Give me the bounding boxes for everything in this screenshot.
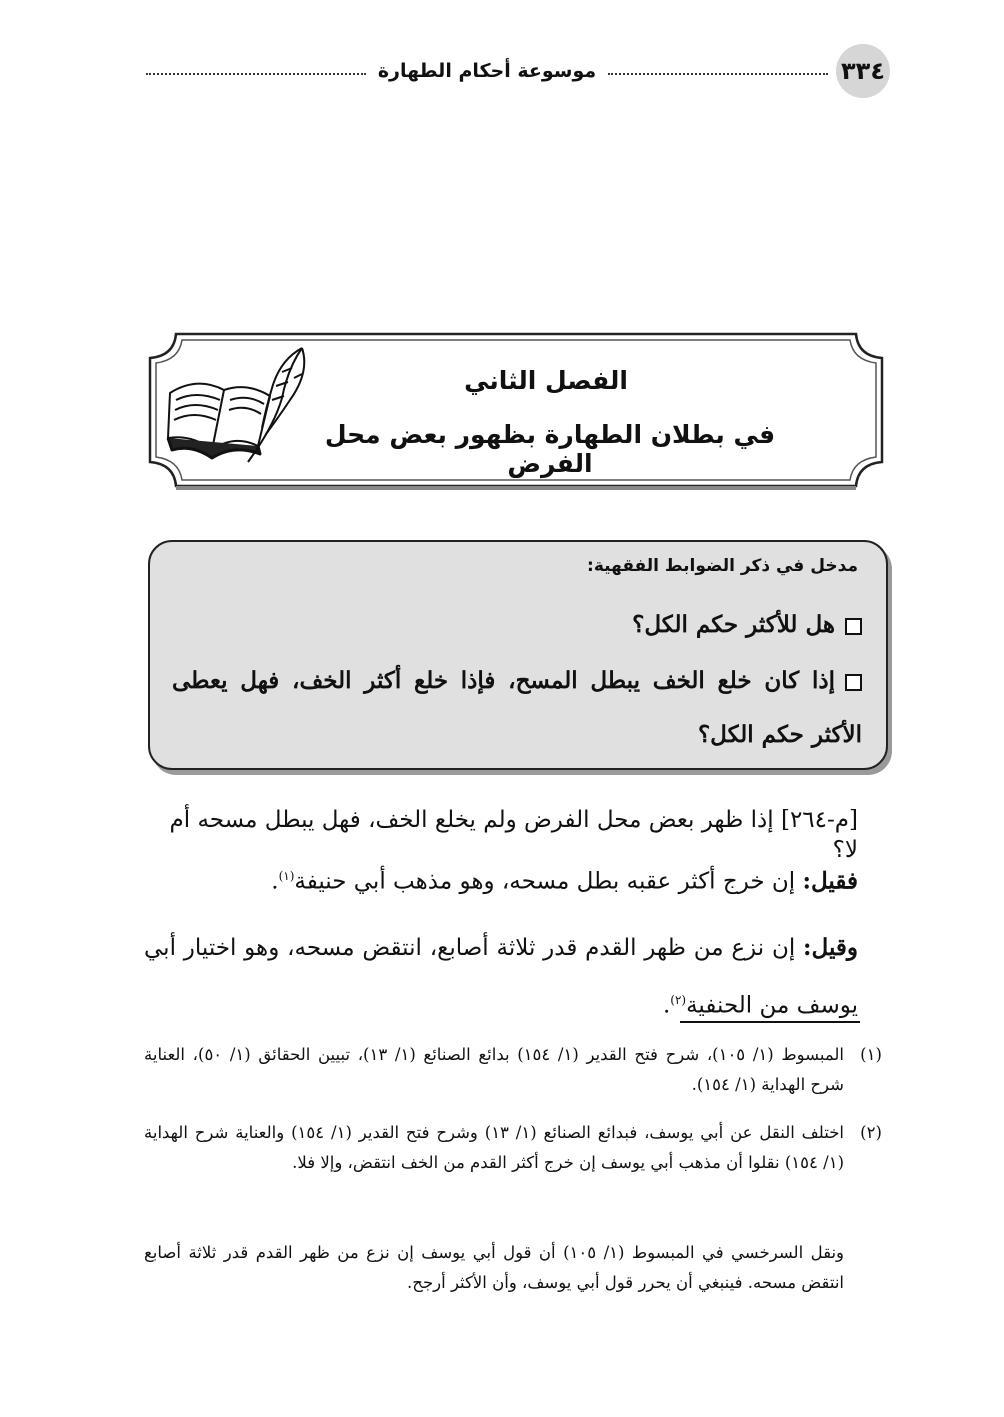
book-title: موسوعة أحكام الطهارة (377, 60, 597, 82)
rule-item (172, 598, 862, 652)
footnote-continuation (144, 1238, 844, 1298)
rule-text: إذا كان خلع الخف يبطل المسح، فإذا خلع أكثر الخف، فهل يعطى الأكثر حكم الكل؟ (172, 667, 862, 748)
opinion-label: وقيل: (803, 934, 858, 961)
footnote-ref[interactable]: (١) (278, 869, 295, 883)
header-dots-left (146, 73, 366, 75)
chapter-title: في بطلان الطهارة بظهور بعض محل الفرض (324, 420, 776, 478)
header-dots-right (608, 73, 828, 75)
chapter-label: الفصل الثاني (464, 366, 628, 395)
opinion-paragraph: فقيل: إن خرج أكثر عقبه بطل مسحه، وهو مذهب أبي حنيفة$^{(١)}$. (271, 867, 858, 895)
page-number: ٣٣٤ (836, 44, 890, 98)
checkbox-icon (845, 618, 862, 635)
rule-text: هل للأكثر حكم الكل؟ (632, 611, 835, 638)
footnote-ref[interactable]: (٢) (670, 993, 687, 1007)
chapter-frame (146, 330, 886, 490)
footnote (144, 1118, 886, 1178)
checkbox-icon (845, 674, 862, 691)
footnote-separator (680, 1021, 860, 1023)
opinion-text: إن نزع من ظهر القدم قدر ثلاثة أصابع، انتقض مسحه، وهو اختيار أبي يوسف من الحنفية (144, 935, 858, 1019)
footnote-text: اختلف النقل عن أبي يوسف، فبدائع الصنائع (١/ ١٣) وشرح فتح القدير (١/ ١٥٤) والعناية شرح الهداية (١/ ١٥٤) نقلوا أن مذهب أبي يوسف إن خرج أكثر القدم من الخف انتقض، وإلا فلا. (144, 1123, 844, 1172)
rules-heading: مدخل في ذكر الضوابط الفقهية: (587, 556, 858, 576)
book-and-quill-icon (162, 338, 312, 468)
question-paragraph: [م-٢٦٤] إذا ظهر بعض محل الفرض ولم يخلع الخف، فهل يبطل مسحه أم لا؟ (169, 807, 858, 863)
footnote-text: المبسوط (١/ ١٠٥)، شرح فتح القدير (١/ ١٥٤) بدائع الصنائع (١/ ١٣)، تبيين الحقائق (١/ ٥٠)، العناية شرح الهداية (١/ ١٥٤). (144, 1045, 844, 1094)
opinion-paragraph: وقيل: إن نزع من ظهر القدم قدر ثلاثة أصابع، انتقض مسحه، وهو اختيار أبي يوسف من الحنفية$^{(٢)}$. (144, 934, 858, 1019)
footnote-text: ونقل السرخسي في المبسوط (١/ ١٠٥) أن قول أبي يوسف إن نزع من ظهر القدم قدر ثلاثة أصابع انتقض مسحه. فينبغي أن يحرر قول أبي يوسف، وأن الأكثر أرجح. (144, 1243, 845, 1292)
rule-item (172, 654, 862, 762)
opinion-label: فقيل: (802, 867, 858, 895)
footnote-number: (١) (860, 1045, 882, 1064)
footnote (144, 1040, 886, 1100)
running-header (146, 56, 828, 86)
footnote-number: (٢) (860, 1123, 882, 1142)
rules-box (148, 540, 888, 770)
opinion-text: إن خرج أكثر عقبه بطل مسحه، وهو مذهب أبي حنيفة (294, 868, 796, 895)
